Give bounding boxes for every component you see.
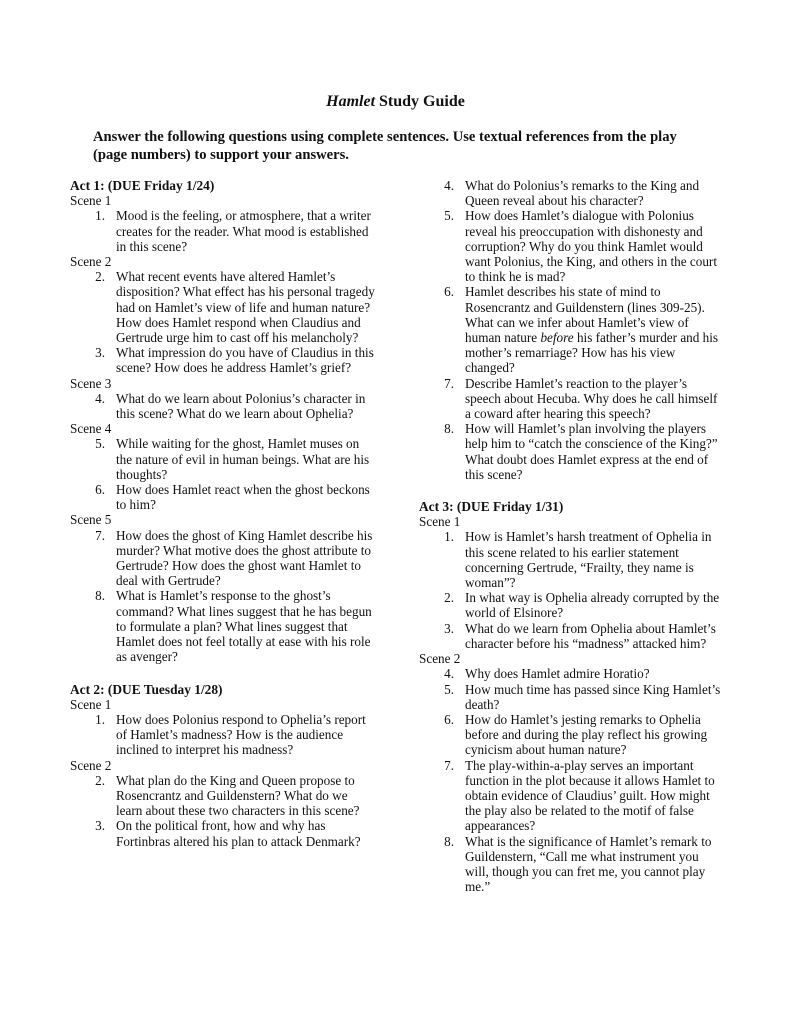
question-item	[70, 712, 375, 758]
question-number: 1.	[95, 711, 105, 727]
question-text: Why does Hamlet admire Horatio?	[465, 666, 650, 682]
question-text: What plan do the King and Queen propose to Rosencrantz and Guildenstern? What do we learn about these two characters in this scene?	[116, 772, 360, 819]
question-text-emphasis: before	[540, 330, 574, 346]
question-item	[419, 621, 724, 651]
question-text: How does the ghost of King Hamlet describe his murder? What motive does the ghost attribute to Gertrude? How does the ghost want Hamlet to deal with Gertrude?	[116, 527, 373, 589]
question-number: 1.	[444, 529, 454, 545]
question-number: 6.	[95, 482, 105, 498]
scene-label: Scene 5	[70, 512, 112, 528]
question-number: 5.	[444, 208, 454, 224]
act-3-section	[419, 499, 724, 894]
question-text: How do Hamlet’s jesting remarks to Ophelia before and during the play reflect his growing cynicism about human nature?	[465, 711, 708, 758]
left-column	[70, 178, 375, 849]
question-text: What recent events have altered Hamlet’s disposition? What effect has his personal tragedy had on Hamlet’s view of life and human nature? How does Hamlet respond when Claudius and Gertrude urge him to cast off his melancholy?	[116, 269, 375, 346]
question-item	[419, 666, 724, 681]
question-item	[419, 284, 724, 375]
question-item	[419, 590, 724, 620]
question-number: 4.	[444, 178, 454, 193]
act-heading: Act 3: (DUE Friday 1/31)	[419, 499, 564, 515]
question-text: How does Hamlet’s dialogue with Polonius reveal his preoccupation with dishonesty and corruption? Why do you think Hamlet would want Polonius, the King, and others in the court to think he is mad?	[465, 208, 717, 285]
question-item	[419, 421, 724, 482]
scene-label: Scene 2	[70, 757, 112, 773]
scene-label: Scene 1	[419, 514, 461, 530]
question-number: 5.	[444, 681, 454, 697]
question-item	[419, 376, 724, 422]
question-number: 1.	[95, 208, 105, 224]
question-item	[419, 529, 724, 590]
question-text: What do Polonius’s remarks to the King and Queen reveal about his character?	[465, 178, 700, 209]
question-text: What is Hamlet’s response to the ghost’s command? What lines suggest that he has begun to formulate a plan? What lines suggest that Hamlet does not feel totally at ease with his role as avenger?	[116, 588, 372, 665]
question-number: 5.	[95, 436, 105, 452]
act-1-section	[70, 178, 375, 665]
question-item	[70, 773, 375, 819]
scene-label: Scene 1	[70, 193, 112, 209]
question-text: Mood is the feeling, or atmosphere, that a writer creates for the reader. What mood is established in this scene?	[116, 208, 371, 254]
question-number: 8.	[95, 588, 105, 604]
instructions: Answer the following questions using complete sentences. Use textual references from the play (page numbers) to support your answers.	[93, 129, 677, 163]
scene-label: Scene 2	[419, 651, 461, 667]
question-number: 6.	[444, 284, 454, 300]
question-number: 6.	[444, 711, 454, 727]
question-text: How is Hamlet’s harsh treatment of Ophelia in this scene related to his earlier statement concerning Gertrude, “Frailty, they name is woman”?	[465, 529, 712, 591]
scene-label: Scene 1	[70, 696, 112, 712]
scene-label: Scene 4	[70, 421, 112, 437]
question-item	[419, 758, 724, 834]
question-number: 7.	[95, 527, 105, 543]
question-item	[419, 178, 724, 208]
question-number: 4.	[95, 390, 105, 406]
page-title	[0, 92, 791, 112]
question-item	[419, 712, 724, 758]
question-number: 2.	[95, 269, 105, 285]
question-text: How much time has passed since King Hamlet’s death?	[465, 681, 721, 712]
question-item	[419, 208, 724, 284]
question-item	[70, 482, 375, 512]
question-text-part: his father’s murder and his mother’s remarriage? How has his view changed?	[465, 330, 719, 376]
question-text-part: Hamlet describes his state of mind to Rosencrantz and Guildenstern (lines 309-25). What can we infer about Hamlet’s view of human nature	[465, 284, 705, 346]
question-item	[70, 269, 375, 345]
question-text	[465, 284, 724, 375]
question-item	[70, 818, 375, 848]
question-text: While waiting for the ghost, Hamlet muses on the nature of evil in human beings. What are his thoughts?	[116, 436, 370, 482]
act-2-section	[70, 682, 375, 849]
act-heading: Act 2: (DUE Tuesday 1/28)	[70, 681, 223, 697]
question-number: 3.	[444, 620, 454, 636]
page-title-play-name: Hamlet	[326, 93, 376, 110]
question-item	[70, 391, 375, 421]
question-item	[419, 682, 724, 712]
question-number: 3.	[95, 818, 105, 834]
question-text: What impression do you have of Claudius in this scene? How does he address Hamlet’s grief?	[116, 345, 374, 376]
question-number: 8.	[444, 421, 454, 437]
question-item	[419, 834, 724, 895]
question-text: How does Polonius respond to Ophelia’s report of Hamlet’s madness? How is the audience inclined to interpret his madness?	[116, 711, 366, 758]
question-text: On the political front, how and why has Fortinbras altered his plan to attack Denmark?	[116, 818, 361, 849]
question-text: What is the significance of Hamlet’s remark to Guildenstern, “Call me what instrument you will, though you can fret me, you cannot play me.”	[465, 833, 712, 895]
question-item	[70, 208, 375, 254]
question-number: 8.	[444, 833, 454, 849]
scene-label: Scene 2	[70, 254, 112, 270]
question-text: What do we learn from Ophelia about Hamlet’s character before his “madness” attacked him?	[465, 620, 716, 651]
question-number: 3.	[95, 345, 105, 361]
act-2-continued-section	[419, 178, 724, 482]
question-item	[70, 528, 375, 589]
question-item	[70, 436, 375, 482]
question-number: 2.	[444, 590, 454, 606]
question-item	[70, 588, 375, 664]
question-text: How will Hamlet’s plan involving the players help him to “catch the conscience of the King?” What doubt does Hamlet express at the end of this scene?	[465, 421, 718, 482]
question-number: 2.	[95, 772, 105, 788]
question-text: What do we learn about Polonius’s character in this scene? What do we learn about Ophelia?	[116, 390, 366, 422]
question-item	[70, 345, 375, 375]
question-text: How does Hamlet react when the ghost beckons to him?	[116, 482, 370, 513]
page-title-rest: Study Guide	[375, 93, 465, 110]
question-number: 4.	[444, 666, 454, 682]
scene-label: Scene 3	[70, 375, 112, 391]
question-text: Describe Hamlet’s reaction to the player’s speech about Hecuba. Why does he call himself a coward after hearing this speech?	[465, 375, 718, 422]
question-text: In what way is Ophelia already corrupted by the world of Elsinore?	[465, 590, 720, 621]
question-number: 7.	[444, 757, 454, 773]
question-number: 7.	[444, 375, 454, 391]
act-heading: Act 1: (DUE Friday 1/24)	[70, 178, 215, 193]
right-column	[419, 178, 724, 894]
question-text: The play-within-a-play serves an important function in the plot because it allows Hamlet to obtain evidence of Claudius’ guilt. How might the play also be related to the motif of false appearances?	[465, 757, 715, 834]
